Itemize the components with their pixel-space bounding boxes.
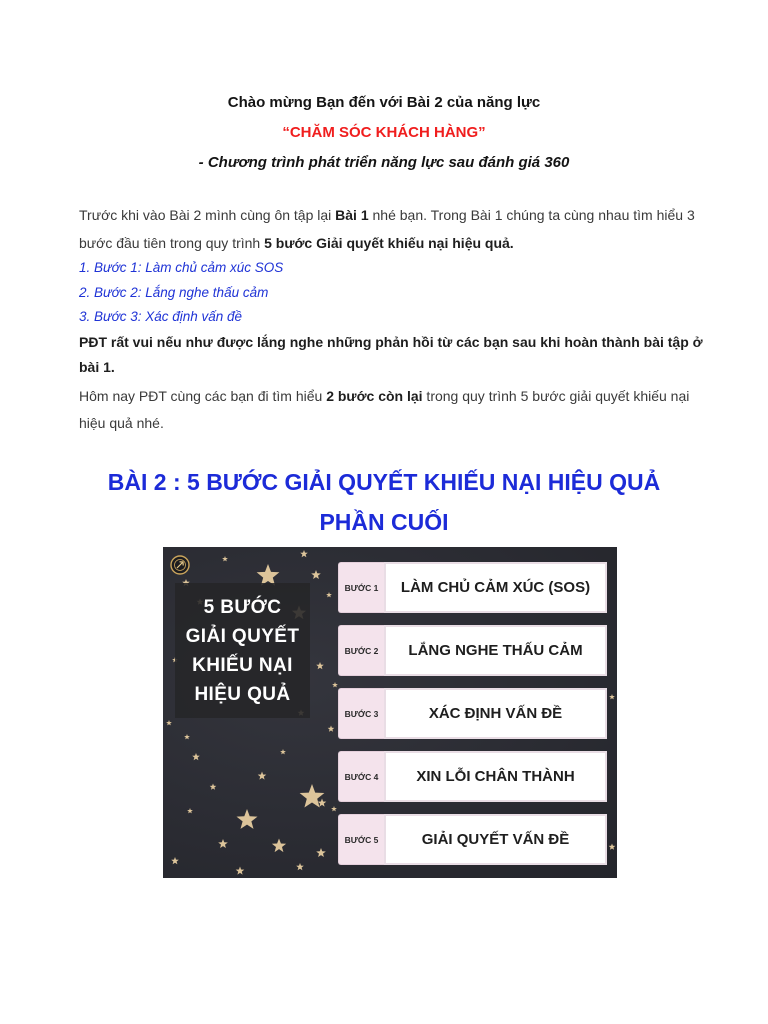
step-text: XÁC ĐỊNH VẤN ĐỀ xyxy=(384,688,607,739)
intro-text: Trước khi vào Bài 2 mình cùng ôn tập lại xyxy=(79,207,336,223)
infographic-title-line: HIỆU QUẢ xyxy=(194,683,291,705)
star-icon xyxy=(300,550,308,557)
competency-title: “CHĂM SÓC KHÁCH HÀNG” xyxy=(282,124,486,141)
badge-icon xyxy=(170,555,190,575)
lesson-heading xyxy=(0,462,768,542)
step-row-1 xyxy=(338,562,607,613)
step-row-5 xyxy=(338,814,607,865)
star-icon xyxy=(280,749,286,754)
star-icon xyxy=(222,556,228,561)
feedback-paragraph: PĐT rất vui nếu như được lắng nghe những phản hồi từ các bạn sau khi hoàn thành bài tập ở bài 1. xyxy=(79,334,703,375)
star-icon xyxy=(296,863,304,870)
step-row-4 xyxy=(338,751,607,802)
step-label: BƯỚC 2 xyxy=(338,625,384,676)
step-text: LẮNG NGHE THẤU CẢM xyxy=(384,625,607,676)
star-icon xyxy=(258,772,267,780)
star-icon xyxy=(192,753,200,760)
welcome-title: Chào mừng Bạn đến với Bài 2 của năng lực xyxy=(227,94,541,111)
today-text: Hôm nay PĐT cùng các bạn đi tìm hiểu xyxy=(79,388,327,404)
lesson-heading-line1: BÀI 2 : 5 BƯỚC GIẢI QUYẾT KHIẾU NẠI HIỆU QUẢ xyxy=(107,469,661,495)
steps-column xyxy=(338,562,607,865)
list-item: 3. Bước 3: Xác định vấn đề xyxy=(79,309,243,324)
program-subtitle: - Chương trình phát triển năng lực sau đánh giá 360 xyxy=(198,154,570,171)
intro-bold-process: 5 bước Giải quyết khiếu nại hiệu quả. xyxy=(264,235,514,251)
intro-bold-lesson: Bài 1 xyxy=(335,207,369,223)
infographic-title-line: KHIẾU NẠI xyxy=(192,654,293,676)
star-icon xyxy=(316,662,324,669)
step-label: BƯỚC 3 xyxy=(338,688,384,739)
step-text: LÀM CHỦ CẢM XÚC (SOS) xyxy=(384,562,607,613)
step-text: XIN LỖI CHÂN THÀNH xyxy=(384,751,607,802)
star-icon xyxy=(184,734,190,739)
step-label: BƯỚC 5 xyxy=(338,814,384,865)
star-icon xyxy=(609,694,615,699)
star-icon xyxy=(316,848,326,857)
star-icon xyxy=(331,806,337,811)
star-icon xyxy=(171,857,179,864)
review-steps-list xyxy=(79,256,704,330)
step-row-3 xyxy=(338,688,607,739)
star-icon xyxy=(187,808,193,813)
lesson-heading-line2: PHẦN CUỐI xyxy=(319,509,449,535)
intro-text-continued: nhé bạn. Trong Bài 1 chúng ta cùng nhau tìm hiểu 3 bước đầu tiên trong quy trình xyxy=(79,207,695,251)
infographic-title-line: 5 BƯỚC xyxy=(203,596,282,618)
list-item: 1. Bước 1: Làm chủ cảm xúc SOS xyxy=(79,260,284,275)
star-icon xyxy=(218,839,228,848)
star-icon xyxy=(326,592,332,597)
step-label: BƯỚC 4 xyxy=(338,751,384,802)
step-text: GIẢI QUYẾT VẤN ĐỀ xyxy=(384,814,607,865)
step-label: BƯỚC 1 xyxy=(338,562,384,613)
infographic-title-box xyxy=(175,583,310,718)
star-icon xyxy=(210,784,217,790)
star-icon xyxy=(236,867,245,875)
intro-paragraph xyxy=(79,201,704,257)
step-row-2 xyxy=(338,625,607,676)
star-icon xyxy=(311,570,321,579)
today-text-continued: trong quy trình 5 bước giải quyết khiếu nại hiệu quả nhé. xyxy=(79,388,690,431)
list-item: 2. Bước 2: Lắng nghe thấu cảm xyxy=(79,284,269,300)
star-icon xyxy=(166,720,172,725)
star-icon xyxy=(237,809,258,829)
star-icon xyxy=(609,844,616,850)
steps-infographic xyxy=(163,547,617,878)
today-paragraph xyxy=(79,383,704,437)
star-icon xyxy=(328,726,335,732)
star-icon xyxy=(272,839,286,853)
today-bold: 2 bước còn lại xyxy=(326,388,423,404)
infographic-title-line: GIẢI QUYẾT xyxy=(185,625,300,647)
